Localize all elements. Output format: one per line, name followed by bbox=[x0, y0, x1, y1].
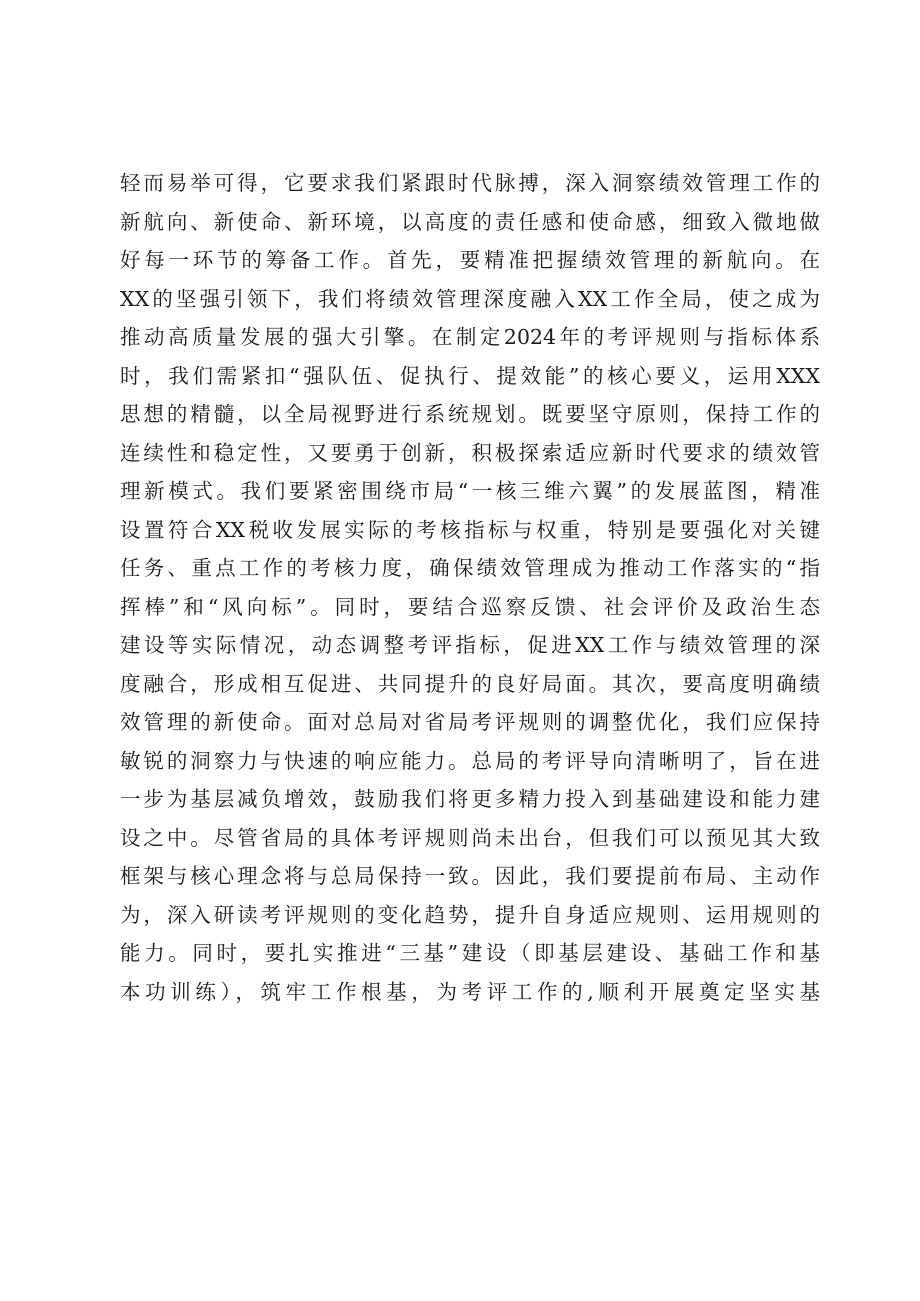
paragraph-line-8: 连续性和稳定性，又要勇于创新，积极探索适应新时代要求的绩效管 bbox=[120, 440, 820, 465]
paragraph-line-1: 轻而易举可得，它要求我们紧跟时代脉搏，深入洞察绩效管理工作的 bbox=[120, 171, 820, 195]
paragraph-line-16: 敏锐的洞察力与快速的响应能力。总局的考评导向清晰明了，旨在进 bbox=[120, 748, 820, 773]
paragraph-line-5: 推动高质量发展的强大引擎。在制定2024年的考评规则与指标体系 bbox=[120, 325, 820, 349]
paragraph-line-10: 设置符合XX税收发展实际的考核指标与权重，特别是要强化对关键 bbox=[120, 517, 820, 542]
paragraph-line-11: 任务、重点工作的考核力度，确保绩效管理成为推动工作落实的“指 bbox=[120, 556, 820, 580]
paragraph-line-7: 思想的精髓，以全局视野进行系统规划。既要坚守原则，保持工作的 bbox=[120, 402, 820, 426]
paragraph-line-18: 设之中。尽管省局的具体考评规则尚未出台，但我们可以预见其大致 bbox=[120, 825, 820, 850]
paragraph-line-20: 为，深入研读考评规则的变化趋势，提升自身适应规则、运用规则的 bbox=[120, 902, 820, 927]
paragraph-line-17: 一步为基层减负增效，鼓励我们将更多精力投入到基础建设和能力建 bbox=[120, 787, 820, 811]
paragraph-line-22: 本功训练），筑牢工作根基，为考评工作的,顺利开展奠定坚实基 bbox=[120, 979, 820, 1004]
paragraph-line-13: 建设等实际情况，动态调整考评指标，促进XX工作与绩效管理的深 bbox=[120, 633, 820, 657]
paragraph-line-3: 好每一环节的筹备工作。首先，要精准把握绩效管理的新航向。在 bbox=[120, 248, 820, 272]
paragraph-line-21: 能力。同时，要扎实推进“三基”建设（即基层建设、基础工作和基 bbox=[120, 941, 820, 965]
body-paragraph bbox=[120, 164, 820, 1011]
paragraph-line-6: 时，我们需紧扣“强队伍、促执行、提效能”的核心要义，运用XXX bbox=[120, 363, 820, 388]
paragraph-line-15: 效管理的新使命。面对总局对省局考评规则的调整优化，我们应保持 bbox=[120, 710, 820, 734]
paragraph-line-2: 新航向、新使命、新环境，以高度的责任感和使命感，细致入微地做 bbox=[120, 209, 820, 234]
paragraph-line-9: 理新模式。我们要紧密围绕市局“一核三维六翼”的发展蓝图，精准 bbox=[120, 479, 820, 503]
paragraph-line-4: XX的坚强引领下，我们将绩效管理深度融入XX工作全局，使之成为 bbox=[120, 286, 820, 311]
paragraph-line-19: 框架与核心理念将与总局保持一致。因此，我们要提前布局、主动作 bbox=[120, 864, 820, 888]
paragraph-line-14: 度融合，形成相互促进、共同提升的良好局面。其次，要高度明确绩 bbox=[120, 671, 820, 696]
paragraph-line-12: 挥棒”和“风向标”。同时，要结合巡察反馈、社会评价及政治生态 bbox=[120, 594, 820, 619]
